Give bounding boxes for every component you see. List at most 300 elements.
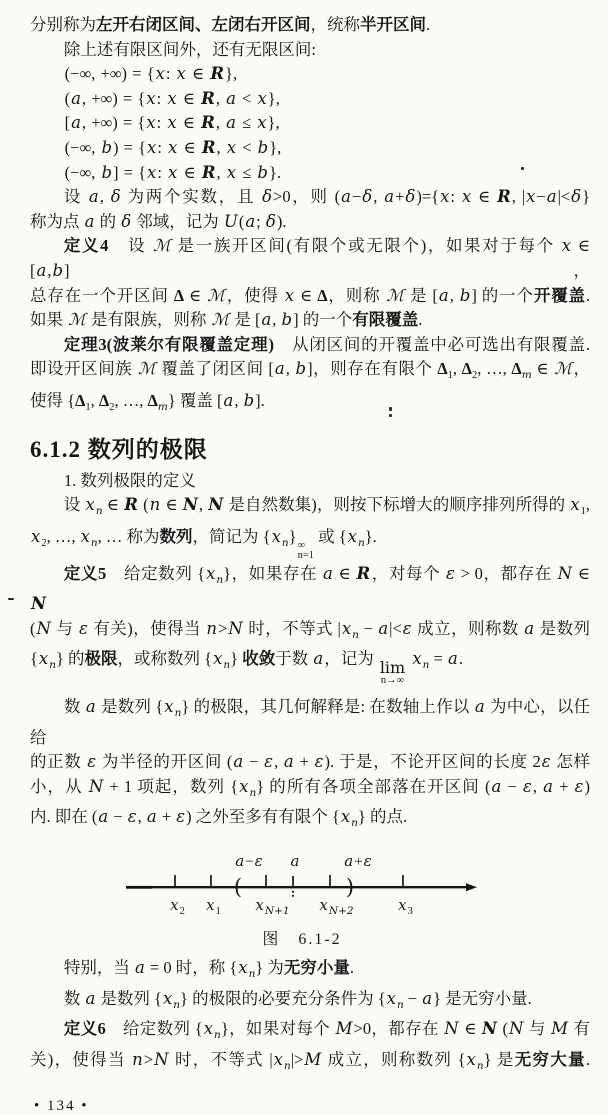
text-segment: ε — [176, 807, 186, 827]
text-segment: x — [146, 113, 156, 133]
figure-label — [343, 851, 372, 870]
text-segment: Δ — [173, 285, 185, 305]
text-segment: b — [257, 137, 269, 157]
text-segment: a — [283, 752, 294, 772]
text-segment: R — [124, 495, 138, 515]
text-segment: n — [352, 628, 359, 641]
text-segment: ∈ — [472, 187, 497, 207]
text-segment: n — [248, 967, 256, 980]
stack-top: lim — [379, 658, 406, 678]
text-segment: x — [341, 618, 352, 638]
text-segment: : — [156, 88, 167, 108]
text-segment: N — [88, 776, 104, 796]
text-segment: , — [234, 390, 243, 410]
text-segment: 给定数列 { — [106, 563, 206, 583]
text-segment: ∈ — [295, 285, 318, 305]
text-segment: 1 — [447, 370, 453, 382]
text-segment: b — [281, 310, 293, 330]
text-segment: n — [214, 1029, 221, 1042]
text-segment: < — [236, 88, 257, 108]
text-segment: } 是 — [483, 1049, 515, 1069]
figure-label — [318, 895, 354, 917]
text-segment: x — [31, 526, 41, 546]
text-segment: ) = { — [113, 137, 147, 157]
text-segment: + — [294, 752, 314, 772]
text-segment: − — [351, 187, 362, 207]
text-segment: 定义5 — [63, 563, 107, 583]
text-segment: 小，从 — [30, 776, 88, 796]
text-segment: a — [378, 618, 389, 638]
scan-artifact — [521, 167, 524, 170]
subsection-heading — [30, 469, 590, 494]
text-segment: 是 [ — [405, 285, 438, 305]
text-segment: ) — [584, 776, 591, 796]
text-line — [30, 161, 590, 186]
text-segment: a — [235, 851, 245, 870]
text-segment: x — [570, 495, 580, 515]
text-segment: 即设开区间族 — [30, 359, 138, 379]
text-segment: > — [218, 618, 228, 638]
text-segment: ∈ — [161, 495, 182, 515]
text-segment: : — [157, 162, 168, 182]
text-segment: n — [206, 618, 218, 638]
page-body-upper — [30, 13, 590, 836]
text-segment: δ — [121, 211, 132, 231]
text-segment: a — [85, 696, 96, 716]
text-segment: x — [203, 1019, 214, 1039]
text-line — [30, 525, 590, 562]
text-segment: 或 { — [313, 526, 347, 546]
text-segment: ，使得 — [225, 285, 284, 305]
stack-top: ∞ — [297, 539, 306, 551]
text-segment: }. — [268, 162, 282, 182]
text-segment: 为中心，以任给 — [30, 696, 591, 747]
text-segment: 2 — [109, 401, 115, 413]
text-line — [30, 62, 590, 87]
text-segment: Δ — [511, 359, 522, 379]
text-segment: x — [164, 696, 174, 716]
text-segment: a — [524, 618, 535, 638]
text-segment: x — [257, 113, 267, 133]
text-segment: }, — [267, 88, 280, 108]
text-segment: 半开区间 — [360, 15, 426, 34]
text-segment: , — [452, 359, 462, 379]
text-segment: x — [271, 526, 281, 546]
text-segment: 数 — [63, 988, 85, 1008]
text-segment: 内. 即在 ( — [30, 807, 98, 827]
text-segment: , …, — [477, 359, 512, 379]
text-segment: a — [313, 649, 324, 669]
text-segment: , — [216, 162, 226, 182]
text-segment: 有 — [569, 1019, 591, 1039]
text-segment: a — [474, 696, 485, 716]
text-segment: ∈ — [459, 1019, 481, 1039]
figure-label — [234, 851, 263, 870]
text-segment: , — [285, 359, 295, 379]
text-segment: a — [322, 563, 333, 583]
text-segment: |< — [557, 187, 571, 207]
text-line — [30, 617, 590, 648]
text-line — [30, 956, 590, 987]
text-segment: } — [288, 526, 297, 546]
text-segment: − — [536, 187, 546, 207]
text-segment: 邻域，记为 — [132, 211, 223, 231]
text-segment: x — [162, 988, 173, 1008]
text-segment: x — [206, 895, 215, 914]
text-segment: , — [90, 390, 99, 410]
text-segment: . — [426, 15, 431, 34]
text-segment: x — [176, 64, 186, 84]
text-segment: , — [215, 88, 226, 108]
text-segment: 时，不等式 | — [243, 618, 341, 638]
text-segment: x — [155, 64, 165, 84]
text-segment: x — [239, 776, 249, 796]
text-segment: a — [98, 807, 109, 827]
text-segment: ] = { — [113, 162, 147, 182]
text-segment: ε — [445, 563, 455, 583]
text-segment: 特别，当 — [63, 957, 134, 977]
text-segment: 关)，使得当 — [30, 1049, 132, 1069]
text-segment: a — [261, 310, 272, 330]
text-segment: , — [373, 187, 384, 207]
text-line — [30, 111, 590, 136]
text-segment: ℳ — [386, 285, 405, 305]
text-segment: δ — [262, 187, 273, 207]
text-segment: n — [132, 1049, 143, 1069]
text-segment: ]. — [255, 390, 265, 410]
text-segment: x — [38, 649, 49, 669]
text-segment: 如果 — [30, 310, 68, 330]
text-segment: ε — [541, 752, 551, 772]
text-segment: a — [245, 211, 256, 231]
text-segment: ∈ — [102, 495, 124, 515]
text-segment: ℳ — [554, 359, 572, 379]
text-segment: > 0，都存在 — [455, 563, 557, 583]
text-line — [30, 136, 590, 161]
text-segment: 1 — [580, 506, 586, 518]
figure-label — [205, 895, 221, 918]
text-segment: N — [557, 563, 573, 583]
text-segment: x — [347, 526, 357, 546]
text-segment: 是数列 { — [96, 696, 164, 716]
text-segment: R — [497, 187, 511, 207]
text-segment: ℳ — [211, 310, 230, 330]
text-segment: ℳ — [153, 236, 171, 256]
text-segment: } 的极限，其几何解释是: 在数轴上作以 — [181, 696, 474, 716]
text-segment: ℳ — [207, 285, 225, 305]
text-segment: ℳ — [138, 359, 156, 379]
text-segment: x — [206, 563, 216, 583]
text-segment: n — [396, 998, 404, 1011]
text-segment: n — [422, 659, 430, 672]
text-segment: b — [459, 285, 471, 305]
text-segment: ，统称 — [310, 15, 360, 34]
text-segment: 给定数列 { — [105, 1019, 203, 1039]
text-segment: n — [476, 1059, 484, 1072]
text-segment: Δ — [437, 359, 448, 379]
text-segment: x — [80, 526, 90, 546]
text-segment: : — [157, 137, 168, 157]
text-segment: (−∞, — [64, 137, 101, 157]
text-segment: a — [88, 187, 99, 207]
text-segment: x — [167, 88, 177, 108]
text-segment: [ — [64, 113, 71, 133]
text-segment: } 为 — [255, 957, 284, 977]
text-segment: }，如果对每个 — [220, 1019, 335, 1039]
text-segment: U — [223, 211, 238, 231]
text-segment: n — [49, 659, 56, 672]
text-segment: + — [395, 187, 405, 207]
text-segment: >0，都存在 — [353, 1019, 444, 1039]
stack-bottom: n→∞ — [380, 675, 405, 687]
text-line — [30, 695, 590, 750]
text-segment: ε — [574, 776, 584, 796]
text-segment: b — [101, 137, 113, 157]
text-segment: ∈ — [177, 88, 201, 108]
text-segment: , — [215, 113, 226, 133]
text-segment: N — [31, 594, 47, 614]
text-segment: 是 [ — [230, 310, 261, 330]
text-line — [30, 308, 590, 333]
scan-artifact — [8, 598, 14, 600]
text-segment: x — [273, 1049, 283, 1069]
text-segment: , | — [511, 187, 526, 207]
text-segment: n — [174, 706, 182, 719]
text-line — [30, 389, 590, 421]
text-segment: ∈ [ — [30, 236, 591, 280]
text-segment: b — [257, 162, 268, 182]
text-segment: n — [90, 536, 98, 549]
text-segment: b — [295, 359, 307, 379]
text-segment: a — [543, 776, 553, 796]
text-segment: − — [502, 776, 522, 796]
text-segment: ∈ — [573, 563, 591, 583]
text-segment: ≤ — [236, 113, 257, 133]
text-segment: >0，则 ( — [273, 187, 341, 207]
text-segment: }, — [267, 113, 280, 133]
text-segment: ∈ — [177, 113, 201, 133]
text-segment: ( — [30, 618, 36, 638]
text-segment: ε — [523, 776, 532, 796]
page-body-lower — [30, 956, 590, 1078]
text-segment: 成立，则称数列 { — [322, 1049, 466, 1069]
text-segment: }. — [364, 526, 377, 546]
text-segment: 覆盖了闭区间 [ — [156, 359, 274, 379]
text-line — [30, 38, 590, 63]
text-segment: 收敛 — [242, 649, 276, 669]
axis-arrowhead-icon — [466, 883, 477, 891]
text-segment: , +∞) = { — [81, 88, 146, 108]
text-segment: Δ — [317, 285, 328, 305]
text-segment: }, — [269, 137, 282, 157]
text-segment: 设 — [63, 495, 85, 515]
text-segment: N — [481, 1019, 497, 1039]
text-segment: n — [95, 505, 103, 518]
text-segment: ( — [238, 211, 245, 231]
text-segment: 6.1.2 数列的极限 — [30, 436, 208, 462]
text-segment: x — [226, 162, 237, 182]
text-segment: , — [137, 807, 146, 827]
text-segment: ( — [64, 88, 71, 108]
text-segment: Δ — [98, 390, 110, 410]
text-segment: ε — [314, 752, 324, 772]
text-segment: , — [198, 495, 208, 515]
text-segment: + — [354, 853, 363, 870]
text-segment: a — [223, 390, 234, 410]
text-segment: ，简记为 { — [192, 526, 271, 546]
text-segment: 设 — [63, 187, 88, 207]
text-segment: 是自然数集)，则按下标增大的顺序排列所得的 — [224, 495, 570, 515]
figure-label — [254, 895, 290, 917]
text-segment: : — [156, 113, 167, 133]
text-segment: a — [438, 285, 449, 305]
open-paren: ( — [233, 874, 243, 899]
text-segment: n — [149, 495, 161, 515]
text-segment: x — [561, 236, 572, 256]
text-segment: ∈ — [184, 285, 207, 305]
text-segment: a — [36, 260, 47, 280]
text-segment: 数列 — [159, 526, 193, 546]
text-segment: a — [226, 113, 236, 133]
text-segment: 与 — [524, 1019, 551, 1039]
text-segment: a — [71, 88, 81, 108]
text-segment: x — [340, 807, 351, 827]
text-segment: R — [201, 88, 215, 108]
text-segment: 成立，则称数 — [412, 618, 524, 638]
text-segment: < — [237, 137, 257, 157]
text-segment: N — [228, 618, 243, 638]
text-segment: { — [30, 649, 38, 669]
text-line — [30, 1017, 590, 1048]
text-segment: x — [226, 137, 237, 157]
text-line — [30, 750, 590, 775]
text-segment: x — [398, 895, 407, 914]
text-segment: 于数 — [275, 649, 313, 669]
text-segment: ∈ — [531, 359, 554, 379]
text-segment: 分别称为 — [30, 15, 96, 34]
text-segment: b — [101, 162, 113, 182]
text-segment: ∈ — [333, 563, 356, 583]
text-segment: 无穷大量 — [514, 1049, 586, 1069]
text-segment: a — [447, 649, 458, 669]
text-segment: x — [440, 187, 450, 207]
text-segment: ]， — [64, 260, 590, 280]
text-line — [30, 87, 590, 112]
text-segment: + 1 项起，数列 { — [104, 776, 239, 796]
text-segment: Δ — [75, 390, 86, 410]
text-segment: 与 — [51, 618, 78, 638]
text-line — [30, 210, 590, 235]
text-segment: x — [461, 187, 472, 207]
text-segment: − — [244, 752, 264, 772]
a-dot — [292, 891, 294, 893]
text-segment: 称为点 — [30, 211, 84, 231]
text-segment: > — [143, 1049, 154, 1069]
text-segment: 有限覆盖 — [352, 310, 419, 330]
text-segment: x — [168, 162, 178, 182]
text-segment: x — [319, 895, 328, 914]
text-segment: ] 的一个 — [471, 285, 534, 305]
text-segment: 的 — [95, 211, 121, 231]
text-segment: 从闭区间的开覆盖中必可选出有限覆盖. — [273, 334, 590, 354]
text-segment: 除上述有限区间外，还有无限区间: — [63, 39, 316, 59]
text-segment: 时，不等式 | — [169, 1049, 273, 1069]
text-segment: ). — [276, 211, 287, 231]
text-segment: b — [52, 260, 64, 280]
text-line — [30, 284, 590, 309]
text-segment: , — [273, 752, 283, 772]
text-segment: x — [526, 187, 536, 207]
text-segment: 是数列 — [535, 618, 591, 638]
text-segment: 开覆盖 — [533, 285, 586, 305]
text-segment: a — [226, 88, 236, 108]
text-segment: M — [304, 1049, 322, 1069]
text-segment: , — [272, 310, 281, 330]
text-segment: N — [36, 618, 51, 638]
text-segment: 是一族开区间(有限个或无限个)，如果对于每个 — [171, 236, 561, 256]
text-segment: x — [412, 649, 422, 669]
text-segment: m — [521, 369, 532, 382]
text-segment: n — [283, 1059, 291, 1072]
text-segment: 设 — [108, 236, 153, 256]
text-segment: ，对每个 — [371, 563, 445, 583]
text-segment: } 的点. — [357, 807, 408, 827]
text-segment: a — [85, 988, 96, 1008]
text-segment: . — [585, 285, 590, 305]
text-segment: 定义4 — [63, 236, 109, 256]
text-segment: 极限 — [84, 649, 118, 669]
figure-label — [169, 895, 185, 918]
text-segment: )={ — [416, 187, 440, 207]
text-segment: , — [532, 776, 543, 796]
text-segment: b — [243, 390, 255, 410]
text-segment: , …, — [114, 390, 148, 410]
text-segment: x — [167, 113, 177, 133]
text-segment: a — [344, 851, 354, 870]
text-segment: } 的极限的必要充分条件为 { — [180, 988, 386, 1008]
text-segment: , — [99, 187, 110, 207]
number-line-figure — [30, 842, 590, 946]
text-segment: x — [257, 88, 267, 108]
text-segment: x — [168, 137, 178, 157]
text-segment: 为两个实数，且 — [121, 187, 262, 207]
section-heading — [30, 435, 590, 465]
text-segment: ε — [402, 618, 412, 638]
text-segment: a — [491, 776, 502, 796]
text-segment: ，或称数列 { — [117, 649, 213, 669]
text-segment: R — [201, 113, 215, 133]
text-segment: ]，则存在有限个 — [307, 359, 438, 379]
text-segment: , — [216, 137, 226, 157]
text-line — [30, 357, 590, 389]
text-segment: x — [147, 137, 157, 157]
text-segment: ε — [363, 851, 372, 870]
text-segment: R — [201, 137, 216, 157]
text-segment: n — [351, 817, 358, 830]
text-line — [30, 775, 590, 806]
text-segment: a — [546, 187, 557, 207]
text-segment: } 是无穷小量. — [433, 988, 532, 1008]
text-segment: 1 — [215, 905, 221, 917]
text-line — [30, 1048, 590, 1079]
text-segment: n — [281, 536, 289, 549]
text-segment: } 覆盖 [ — [167, 390, 223, 410]
text-segment: ∈ — [186, 64, 210, 84]
text-segment: ∈ — [178, 137, 201, 157]
text-segment: x — [238, 957, 248, 977]
text-segment: ℳ — [68, 310, 86, 330]
text-segment: N+2 — [328, 904, 354, 917]
